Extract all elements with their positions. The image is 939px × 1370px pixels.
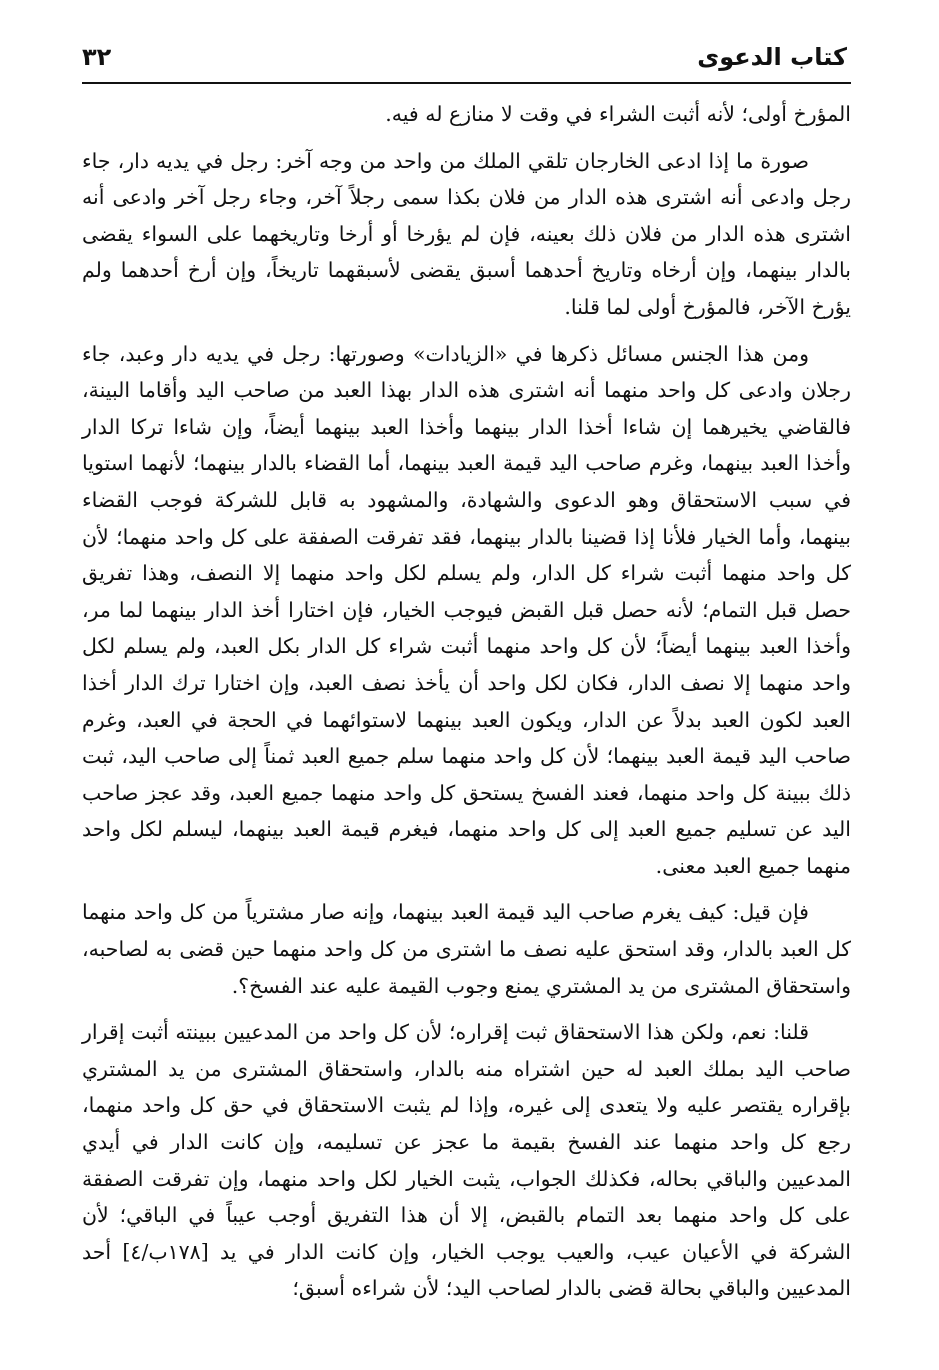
paragraph-3: ومن هذا الجنس مسائل ذكرها في «الزيادات» وصورتها: رجل في يديه دار وعبد، جاء رجلان وادعى كل واحد منهما أنه اشترى هذه الدار بهذا العبد من صاحب اليد وأقاما البينة، فالقاضي يخيرهما إن شاءا أخذا الدار بينهما وأخذا العبد بينهما أيضاً، وإن شاءا تركا الدار وأخذا العبد بينهما، وغرم صاحب اليد قيمة العبد بينهما، أما القضاء بالدار بينهما؛ لأنهما استويا في سبب الاستحقاق وهو الدعوى والشهادة، والمشهود به قابل للشركة فوجب القضاء بينهما، وأما الخيار فلأنا إذا قضينا بالدار بينهما، فقد تفرقت الصفقة على كل واحد منهما؛ لأن كل واحد منهما أثبت شراء كل الدار، ولم يسلم لكل واحد منهما إلا النصف، وهذا تفريق حصل قبل التمام؛ لأنه حصل قبل القبض فيوجب الخيار، فإن اختارا أخذ الدار بينهما لما مر، وأخذا العبد بينهما أيضاً؛ لأن كل واحد منهما أثبت شراء كل الدار بكل العبد، ولم يسلم لكل واحد منهما إلا نصف الدار، فكان لكل واحد أن يأخذ نصف العبد، وإن اختارا ترك الدار أخذا العبد لكون العبد بدلاً عن الدار، ويكون العبد بينهما لاستوائهما في الحجة في العبد، وغرم صاحب اليد قيمة العبد بينهما؛ لأن كل واحد منهما سلم جميع العبد ثمناً إلى صاحب اليد، ثبت ذلك ببينة كل واحد منهما، فعند الفسخ يستحق كل واحد منهما جميع العبد، وقد عجز صاحب اليد عن تسليم جميع العبد إلى كل واحد منهما، فيغرم قيمة العبد بينهما، ليسلم لكل واحد منهما جميع العبد معنى. (82, 341, 851, 878)
paragraph-5: قلنا: نعم، ولكن هذا الاستحقاق ثبت إقراره؛ لأن كل واحد من المدعيين ببينته أثبت إقرار صاحب اليد بملك العبد له حين اشتراه منه بالدار، واستحقاق المشترى من يد المشتري بإقراره يقتصر عليه ولا يتعدى إلى غيره، وإذا لم يثبت الاستحقاق في حق كل واحد منهما، رجع كل واحد منهما عند الفسخ بقيمة ما عجز عن تسليمه، وإن كانت الدار في أيدي المدعيين والباقي بحاله، فكذلك الجواب، يثبت الخيار لكل واحد منهما، وإن تفرقت الصفقة على كل واحد منهما بعد التمام بالقبض، إلا أن هذا التفريق أوجب عيباً في الباقي؛ لأن الشركة في الأعيان عيب، والعيب يوجب الخيار، وإن كانت الدار في يد [١٧٨ب/٤] أحد المدعيين والباقي بحالة قضى بالدار لصاحب اليد؛ لأن شراءه أسبق؛ (82, 1020, 851, 1301)
paragraph-2: صورة ما إذا ادعى الخارجان تلقي الملك من واحد من وجه آخر: رجل في يديه دار، جاء رجل وادعى أنه اشترى هذه الدار من فلان بكذا سمى رجلاً آخر، وجاء رجل آخر وادعى أنه اشترى هذه الدار من فلان ذلك بعينه، فإن لم يؤرخا أو أرخا وتاريخهما على السواء يقضى بالدار بينهما، وإن أرخاه وتاريخ أحدهما أسبق يقضى لأسبقهما تاريخاً، وإن أرخ أحدهما ولم يؤرخ الآخر، فالمؤرخ أولى لما قلنا. (82, 148, 851, 319)
paragraph-1: المؤرخ أولى؛ لأنه أثبت الشراء في وقت لا منازع له فيه. (385, 102, 851, 126)
header-divider (82, 82, 851, 84)
book-title: كتاب الدعوى (697, 43, 847, 71)
running-header (82, 34, 847, 80)
page-number: ٣٢ (82, 43, 112, 71)
paragraph-4: فإن قيل: كيف يغرم صاحب اليد قيمة العبد بينهما، وإنه صار مشترياً من كل واحد منهما كل العبد بالدار، وقد استحق عليه نصف ما اشترى من كل واحد منهما حين قضى به لصاحبه، واستحقاق المشترى من يد المشتري يمنع وجوب القيمة عليه عند الفسخ؟. (82, 900, 851, 998)
body-text (82, 96, 851, 1317)
